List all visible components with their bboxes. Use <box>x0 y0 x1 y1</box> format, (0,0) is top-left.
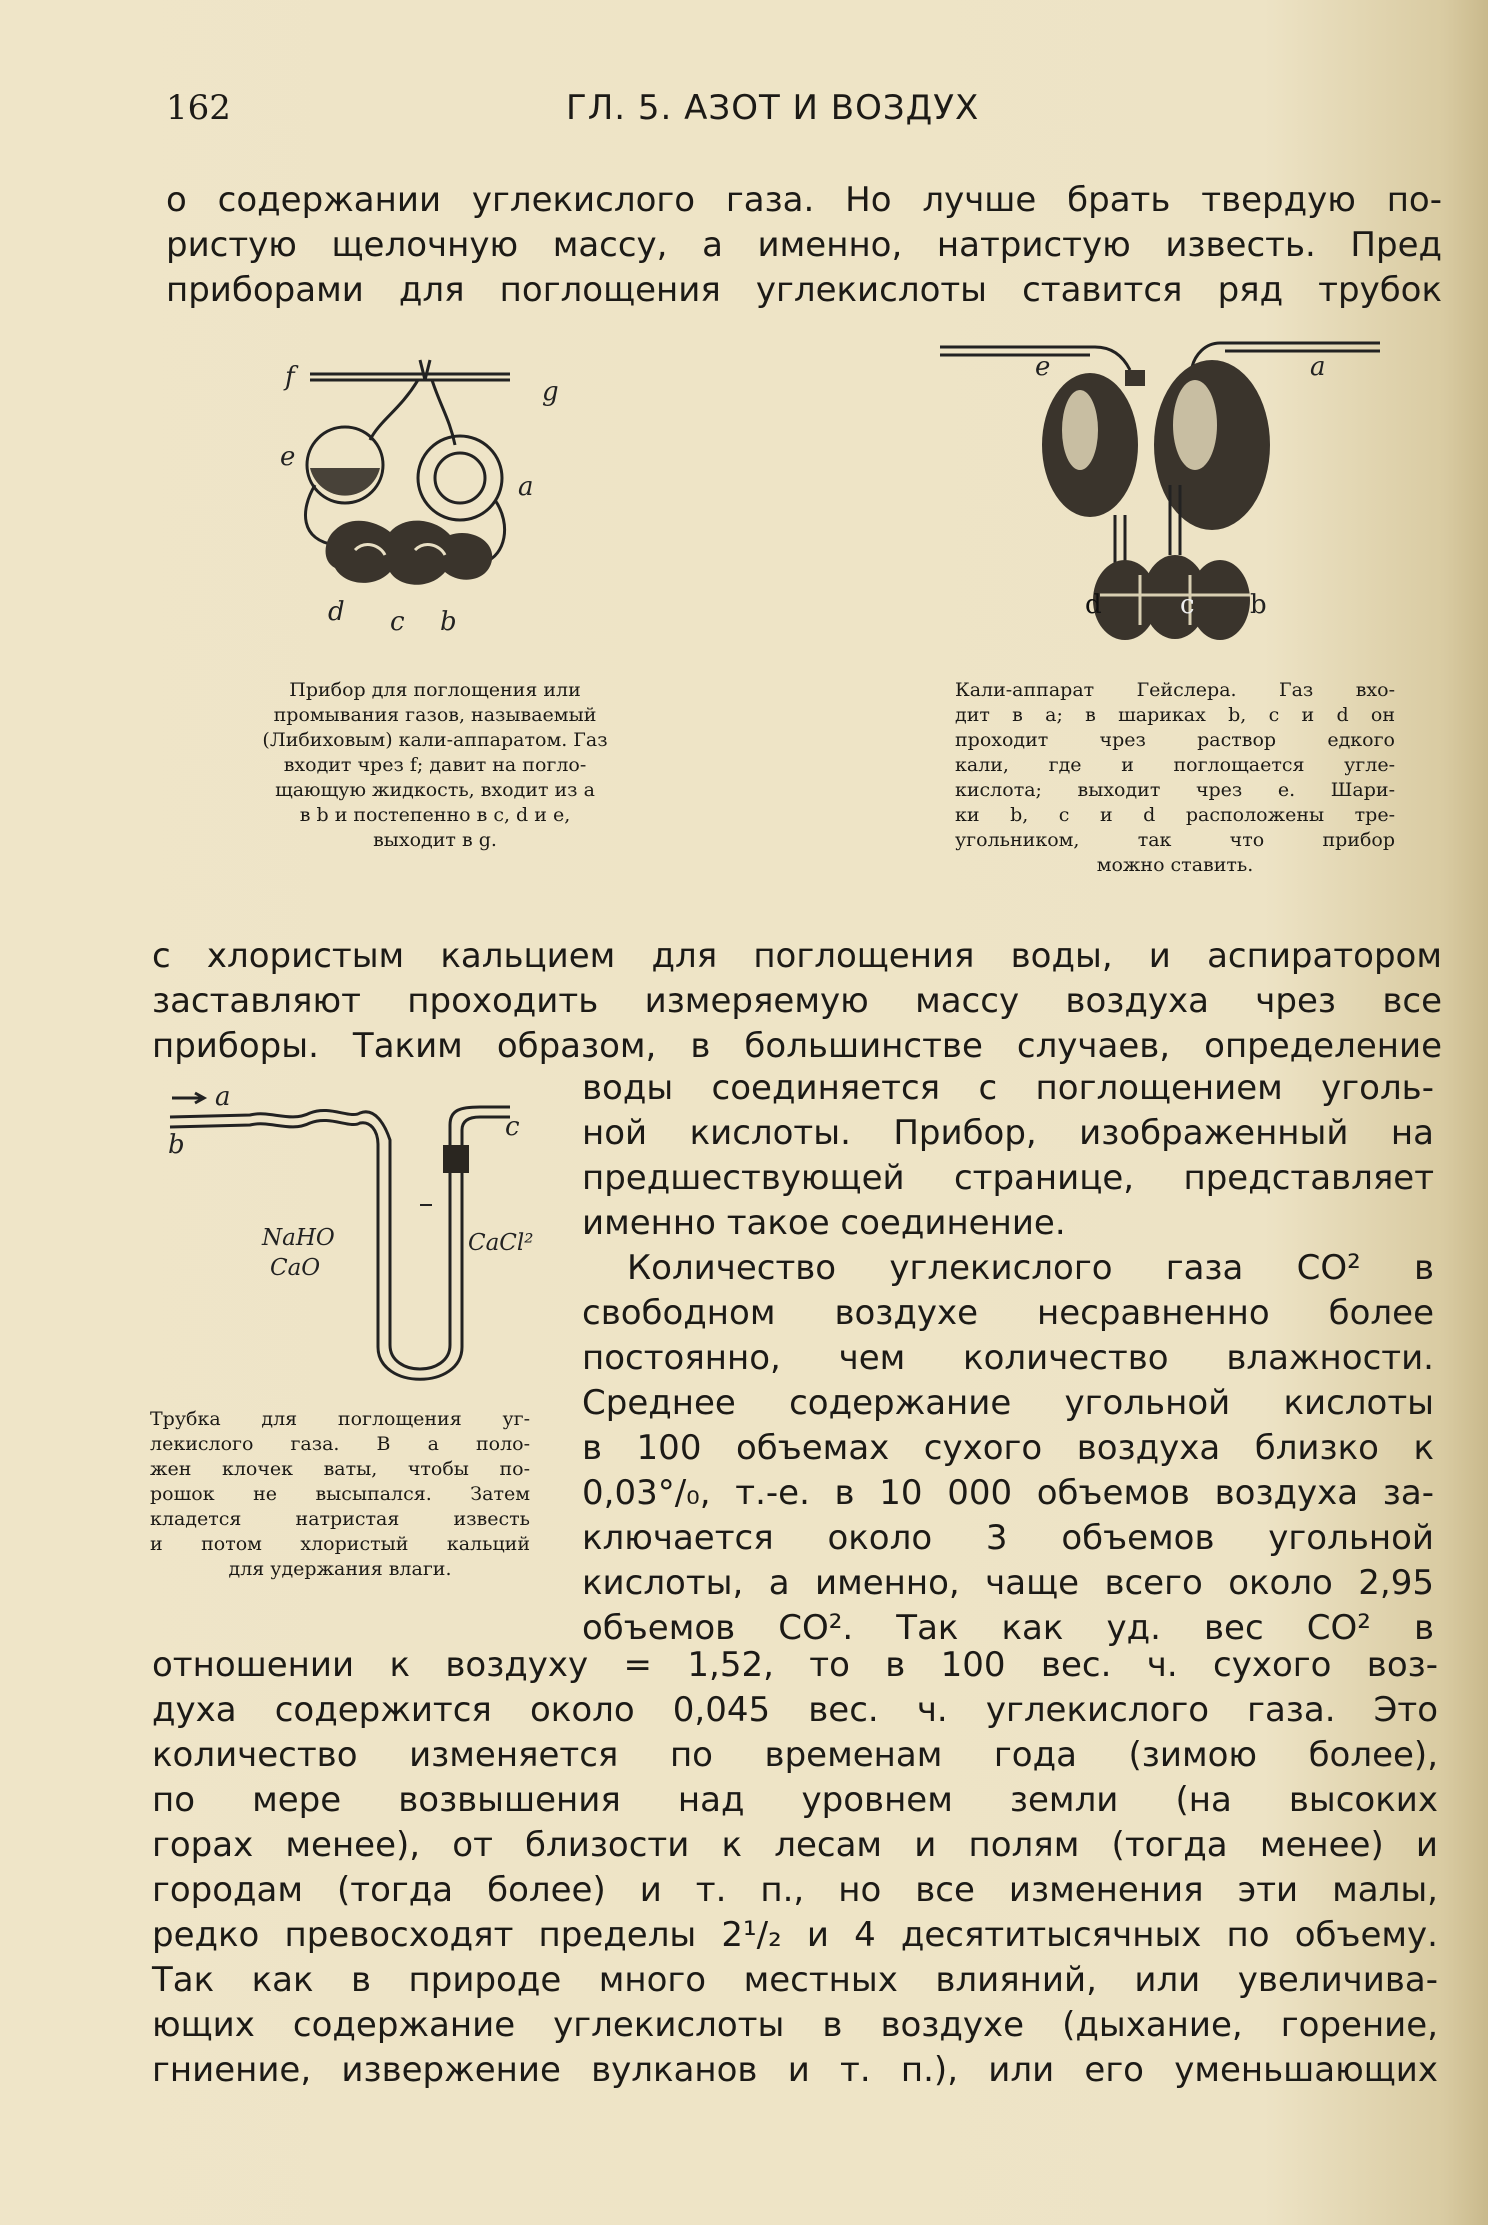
text-line: именно такое соединение. <box>582 1203 1066 1243</box>
caption-line: для удержания влаги. <box>228 1558 452 1580</box>
label-a: a <box>1310 352 1326 382</box>
caption-line: ки b, c и d расположены тре- <box>955 804 1395 826</box>
text-line: горах менее), от близости к лесам и полям (тогда менее) и <box>152 1825 1438 1865</box>
label-cao: CaO <box>270 1255 321 1281</box>
text-line: Количество углекислого газа CO² в <box>627 1248 1434 1288</box>
label-a: a <box>518 472 534 502</box>
caption-line: входит чрез f; давит на погло- <box>283 754 587 776</box>
text-line: объемов CO². Так как уд. вес CO² в <box>582 1608 1434 1648</box>
page-number: 162 <box>166 88 231 128</box>
caption-line: лекислого газа. В a поло- <box>150 1433 530 1455</box>
text-line: отношении к воздуху = 1,52, то в 100 вес. ч. сухого воз- <box>152 1645 1438 1685</box>
caption-line: Трубка для поглощения уг- <box>150 1408 530 1430</box>
label-nahO: NaHO <box>262 1225 335 1251</box>
text-line: приборами для поглощения углекислоты ставится ряд трубок <box>166 270 1442 310</box>
text-line: о содержании углекислого газа. Но лучше брать твердую по- <box>166 180 1442 220</box>
text-line: по мере возвышения над уровнем земли (на высоких <box>152 1780 1438 1820</box>
geissler-apparatus-figure <box>930 335 1390 655</box>
caption-line: промывания газов, называемый <box>273 704 597 726</box>
caption-line: Кали-аппарат Гейслера. Газ вхо- <box>955 679 1395 701</box>
label-c: c <box>1180 590 1195 620</box>
caption-line: кислота; выходит чрез e. Шари- <box>955 779 1395 801</box>
text-line: свободном воздухе несравненно более <box>582 1293 1434 1333</box>
label-b: b <box>440 607 457 637</box>
text-line: духа содержится около 0,045 вес. ч. углекислого газа. Это <box>152 1690 1438 1730</box>
text-line: постоянно, чем количество влажности. <box>582 1338 1434 1378</box>
text-line: кислоты, а именно, чаще всего около 2,95 <box>582 1563 1434 1603</box>
paragraph-1 <box>166 178 1442 313</box>
chapter-title: ГЛ. 5. АЗОТ И ВОЗДУХ <box>566 88 980 128</box>
caption-line: дит в a; в шариках b, c и d он <box>955 704 1395 726</box>
caption-line: угольником, так что прибор <box>955 829 1395 851</box>
caption-line: проходит чрез раствор едкого <box>955 729 1395 751</box>
text-line: Среднее содержание угольной кислоты <box>582 1383 1434 1423</box>
label-c: c <box>390 607 405 637</box>
caption-line: кладется натристая известь <box>150 1508 530 1530</box>
label-b: b <box>168 1130 185 1160</box>
text-line: городам (тогда более) и т. п., но все изменения эти малы, <box>152 1870 1438 1910</box>
text-line: ной кислоты. Прибор, изображенный на <box>582 1113 1434 1153</box>
text-line: 0,03°/₀, т.-е. в 10 000 объемов воздуха за- <box>582 1473 1434 1513</box>
caption-line: Прибор для поглощения или <box>289 679 581 701</box>
running-header <box>166 88 1446 138</box>
text-line: ключается около 3 объемов угольной <box>582 1518 1434 1558</box>
caption-line: щающую жидкость, входит из a <box>275 779 595 801</box>
text-line: заставляют проходить измеряемую массу воздуха чрез все <box>152 981 1442 1021</box>
caption-line: выходит в g. <box>373 829 497 851</box>
caption-line: и потом хлористый кальций <box>150 1533 530 1555</box>
text-line: предшествующей странице, представляет <box>582 1158 1434 1198</box>
figure-caption-liebig <box>190 678 680 853</box>
side-text-column <box>582 1066 1434 1651</box>
caption-line: (Либиховым) кали-аппаратом. Газ <box>262 729 608 751</box>
figure-caption-geissler <box>955 678 1395 878</box>
label-cacl2: CaCl² <box>468 1230 534 1256</box>
caption-line: рошок не высыпался. Затем <box>150 1483 530 1505</box>
label-e: e <box>1035 352 1051 382</box>
text-line: в 100 объемах сухого воздуха близко к <box>582 1428 1434 1468</box>
text-line: Так как в природе много местных влияний, или увеличива- <box>152 1960 1438 2000</box>
label-f: f <box>285 362 295 392</box>
caption-line: можно ставить. <box>1096 854 1254 876</box>
figure-caption-tube <box>150 1407 530 1582</box>
paragraph-3 <box>152 1643 1438 2093</box>
text-line: редко превосходят пределы 2¹/₂ и 4 десятитысячных по объему. <box>152 1915 1438 1955</box>
paragraph-2 <box>152 934 1442 1069</box>
label-g: g <box>542 377 559 407</box>
text-line: ристую щелочную массу, а именно, натристую известь. Пред <box>166 225 1442 265</box>
caption-line: жен клочек ваты, чтобы по- <box>150 1458 530 1480</box>
text-line: гниение, извержение вулканов и т. п.), или его уменьшающих <box>152 2050 1438 2090</box>
text-line: воды соединяется с поглощением уголь- <box>582 1068 1434 1108</box>
label-e: e <box>280 442 296 472</box>
text-line: количество изменяется по временам года (зимою более), <box>152 1735 1438 1775</box>
liebig-apparatus-figure <box>280 350 600 640</box>
label-a: a <box>215 1085 231 1112</box>
u-tube-figure <box>160 1085 560 1385</box>
label-b: b <box>1250 590 1267 620</box>
label-d: d <box>328 597 345 627</box>
label-d: d <box>1085 590 1102 620</box>
label-c: c <box>505 1112 520 1142</box>
caption-line: кали, где и поглощается угле- <box>955 754 1395 776</box>
text-line: ющих содержание углекислоты в воздухе (дыхание, горение, <box>152 2005 1438 2045</box>
text-line: с хлористым кальцием для поглощения воды, и аспиратором <box>152 936 1442 976</box>
text-line: приборы. Таким образом, в большинстве случаев, определение <box>152 1026 1442 1066</box>
caption-line: в b и постепенно в c, d и e, <box>299 804 571 826</box>
